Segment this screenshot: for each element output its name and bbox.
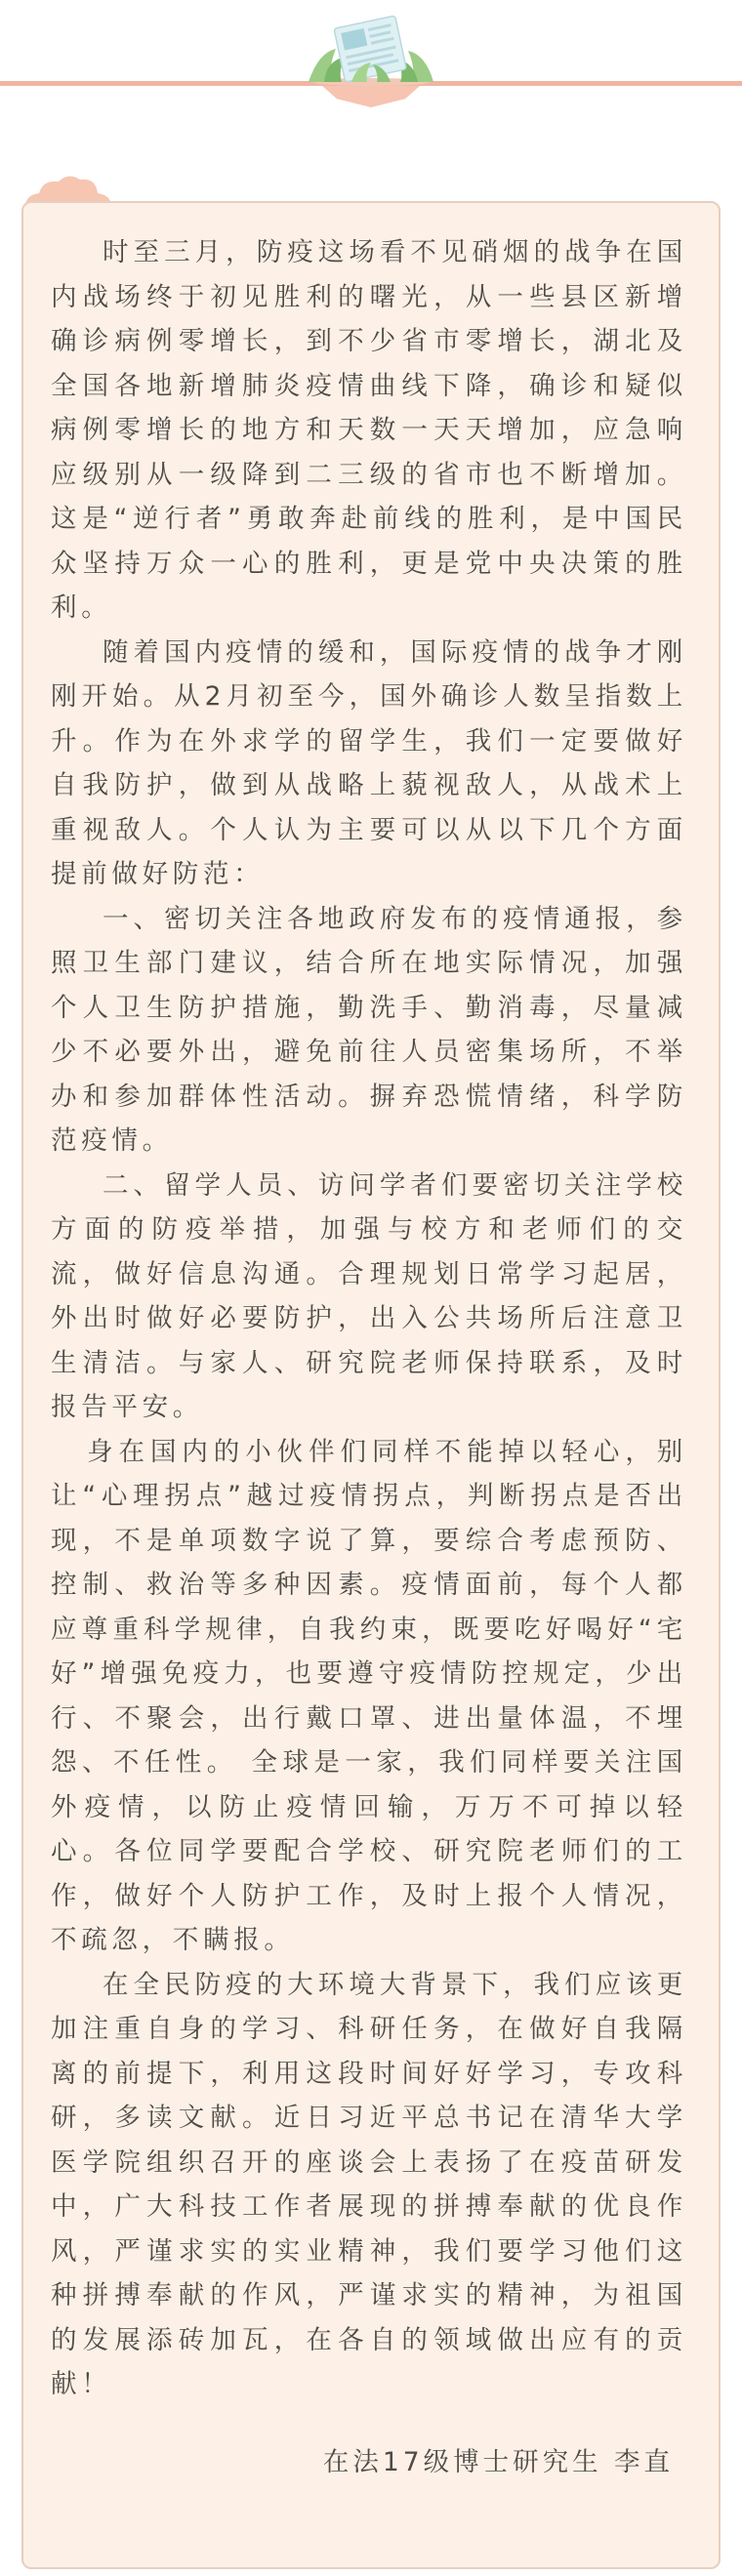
newspaper-plant-icon	[289, 14, 453, 86]
author-signature: 在法17级博士研究生 李直	[322, 2446, 674, 2477]
paragraph-6: 在全民防疫的大环境大背景下，我们应该更加注重自身的学习、科研任务，在做好自我隔离的前提下，利用这段时间好好学习，专攻科研，多读文献。近日习近平总书记在清华大学医学院组织召开的座谈会上表扬了在疫苗研发中，广大科技工作者展现的拼搏奉献的优良作风，严谨求实的实业精神，我们要学习他们这种拼搏奉献的作风，严谨求实的精神，为祖国的发展添砖加瓦，在各自的领域做出应有的贡献！	[51, 1969, 687, 2399]
paragraph-4: 二、留学人员、访问学者们要密切关注学校方面的防疫举措，加强与校方和老师们的交流，做好信息沟通。合理规划日常学习起居，外出时做好必要防护，出入公共场所后注意卫生清洁。与家人、研究院老师保持联系，及时报告平安。	[51, 1169, 687, 1422]
header-badge	[322, 86, 420, 107]
paragraph-5: 身在国内的小伙伴们同样不能掉以轻心，别让“心理拐点”越过疫情拐点，判断拐点是否出现，不是单项数字说了算，要综合考虑预防、控制、救治等多种因素。疫情面前，每个人都应尊重科学规律，自我约束，既要吃好喝好“宅好”增强免疫力，也要遵守疫情防控规定，少出行、不聚会，出行戴口罩、进出量体温，不埋怨、不任性。 全球是一家，我们同样要关注国外疫情，以防止疫情回输，万万不可掉以轻心。各位同学要配合学校、研究院老师们的工作，做好个人防护工作，及时上报个人情况，不疏忽，不瞒报。	[51, 1436, 687, 1955]
paragraph-2: 随着国内疫情的缓和，国际疫情的战争才刚刚开始。从2月初至今，国外确诊人数呈指数上升。作为在外求学的留学生，我们一定要做好自我防护，做到从战略上藐视敌人，从战术上重视敌人。个人认为主要可以从以下几个方面提前做好防范：	[51, 636, 687, 889]
paragraph-3: 一、密切关注各地政府发布的疫情通报，参照卫生部门建议，结合所在地实际情况，加强个人卫生防护措施，勤洗手、勤消毒，尽量减少不必要外出，避免前往人员密集场所，不举办和参加群体性活动。摒弃恐慌情绪，科学防范疫情。	[51, 903, 687, 1156]
paragraph-1: 时至三月，防疫这场看不见硝烟的战争在国内战场终于初见胜利的曙光，从一些县区新增确诊病例零增长，到不少省市零增长，湖北及全国各地新增肺炎疫情曲线下降，确诊和疑似病例零增长的地方和天数一天天增加，应急响应级别从一级降到二三级的省市也不断增加。这是“逆行者”勇敢奔赴前线的胜利，是中国民众坚持万众一心的胜利，更是党中央决策的胜利。	[51, 237, 687, 623]
article-card	[21, 201, 721, 2569]
